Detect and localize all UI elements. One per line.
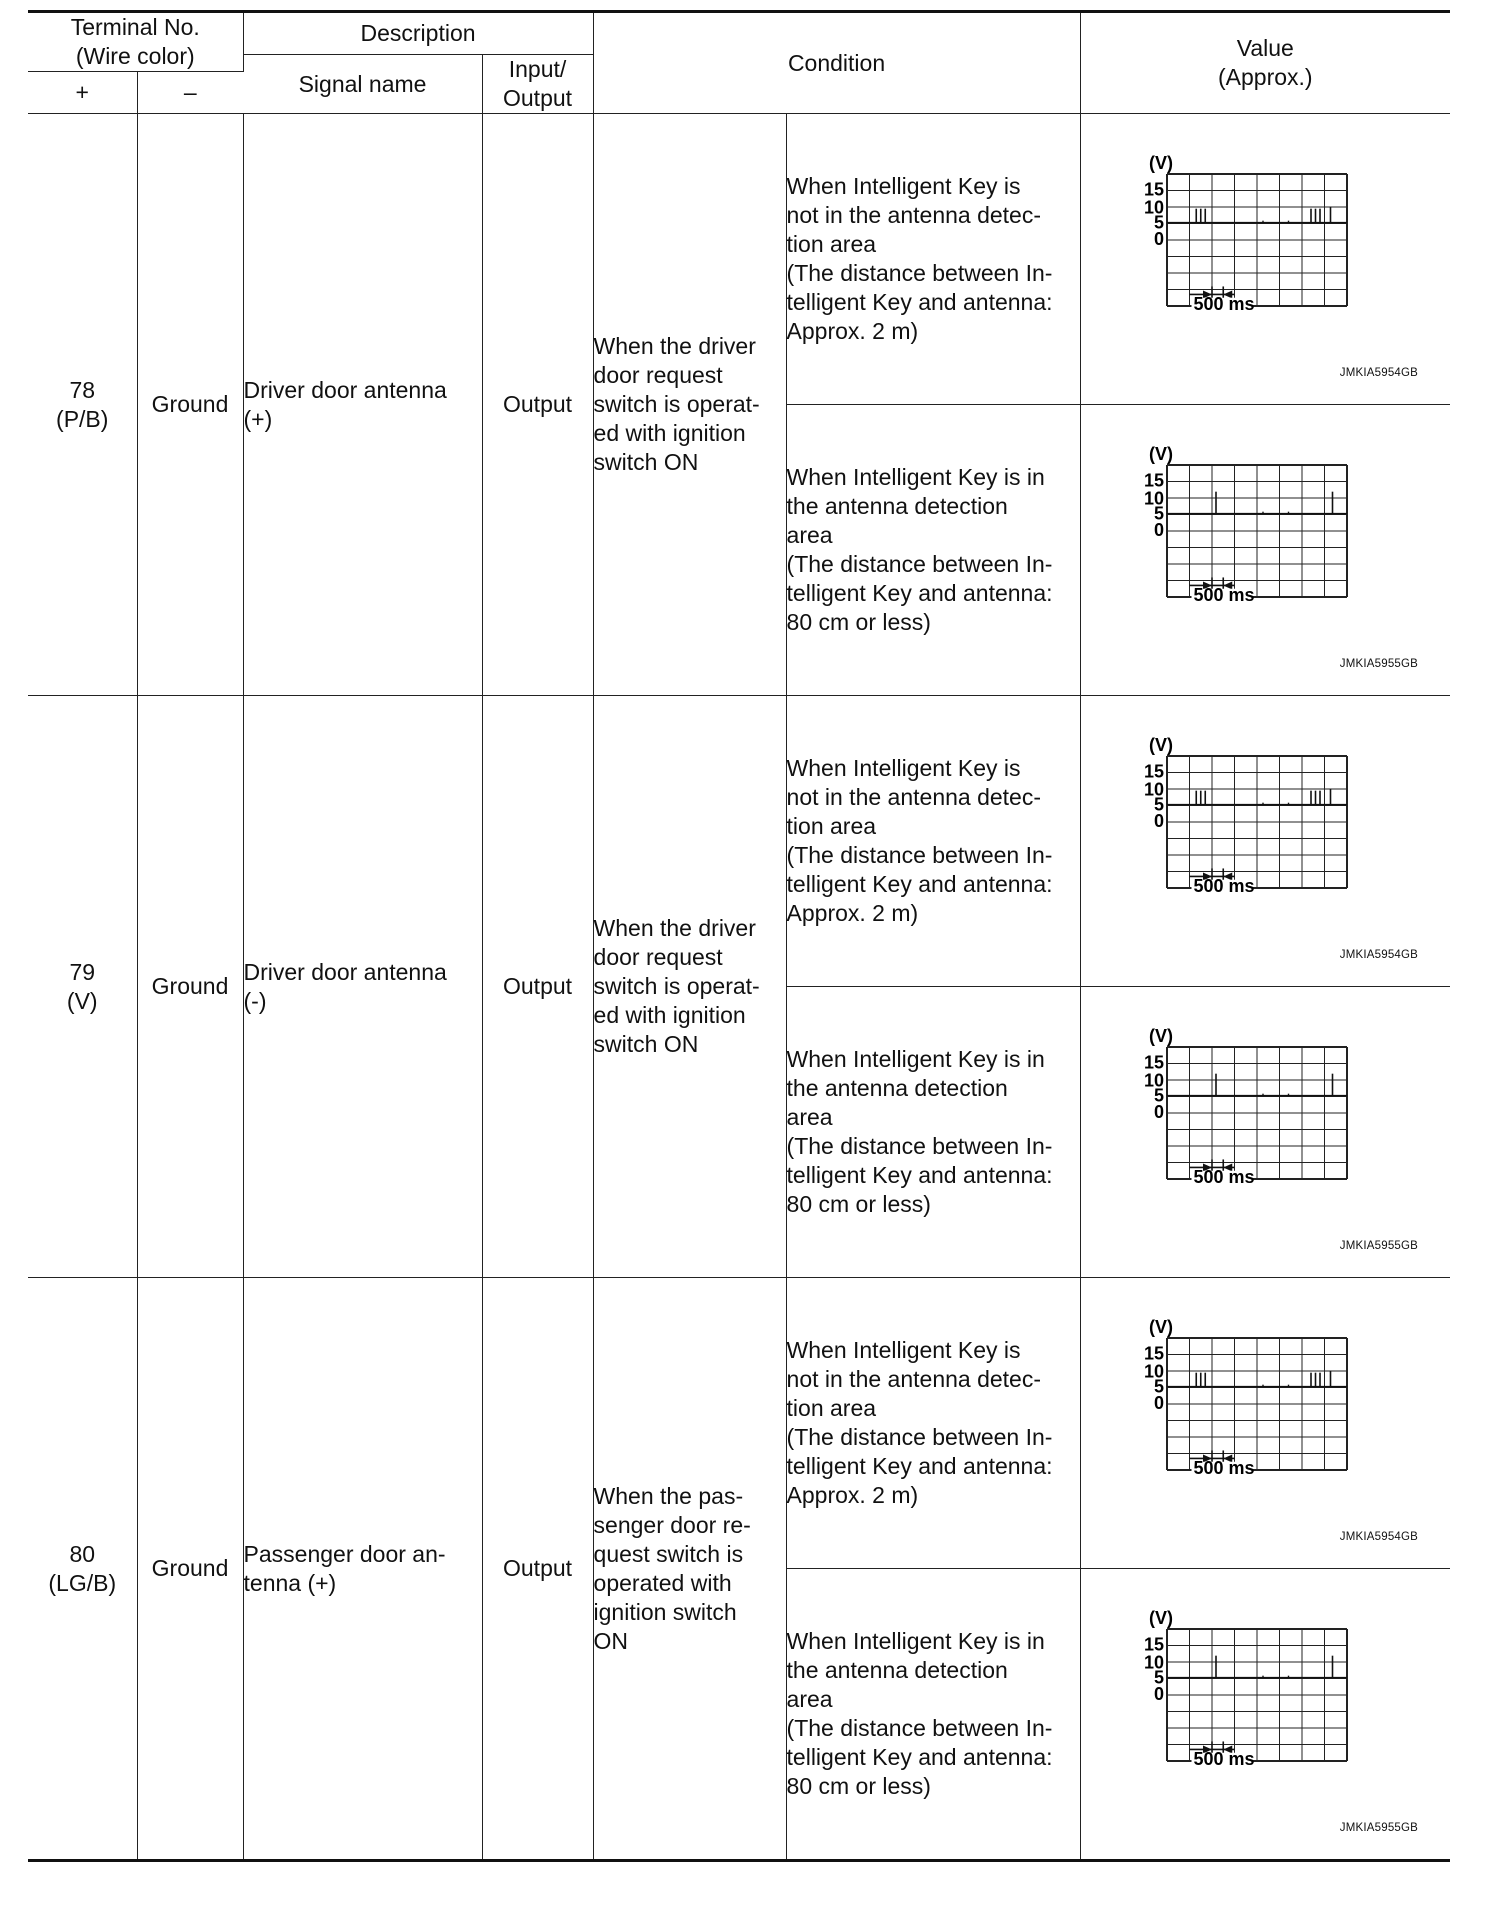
sub-condition-line: area: [786, 1686, 833, 1712]
waveform-svg: [1123, 736, 1383, 936]
main-condition-line: quest switch is: [593, 1540, 744, 1567]
ground-cell: Ground: [137, 696, 243, 1278]
terminal-row: [28, 696, 1450, 987]
sub-condition-line: 80 cm or less): [786, 609, 931, 635]
y-axis-unit: (V): [1148, 154, 1173, 173]
y-tick-label: 5: [1153, 503, 1164, 524]
waveform-cell: [1080, 696, 1450, 987]
io-cell: Output: [482, 114, 593, 696]
y-tick-label: 15: [1143, 1634, 1164, 1655]
minus-header: –: [137, 72, 243, 114]
main-condition-line: ignition switch: [593, 1598, 737, 1625]
condition-header: Condition: [593, 12, 1080, 114]
signal-name-header: Signal name: [243, 55, 482, 114]
terminal-spec-table: [28, 10, 1450, 1862]
y-tick-label: 5: [1153, 1376, 1164, 1397]
sub-condition-line: tion area: [786, 813, 877, 839]
waveform-cell: [1080, 405, 1450, 696]
sub-condition-line: not in the antenna detec-: [786, 1366, 1042, 1392]
terminal-number: 78: [69, 376, 96, 403]
terminal-number-cell: [28, 1278, 137, 1861]
time-scale-label: 500 ms: [1193, 585, 1255, 605]
sub-condition-line: When Intelligent Key is: [786, 1337, 1021, 1363]
figure-id: JMKIA5954GB: [1339, 949, 1419, 961]
figure-id: JMKIA5955GB: [1339, 1240, 1419, 1252]
y-axis-unit: (V): [1148, 445, 1173, 464]
main-condition-line: When the driver: [593, 915, 756, 941]
signal-name-line: (-): [243, 987, 267, 1014]
signal-name-cell: [243, 696, 482, 1278]
sub-condition-cell: [786, 405, 1080, 696]
sub-condition-line: area: [786, 1104, 833, 1130]
sub-condition-cell: [786, 114, 1080, 405]
terminal-number-cell: [28, 696, 137, 1278]
waveform-svg: [1123, 1318, 1383, 1518]
sub-condition-line: telligent Key and antenna:: [786, 1744, 1053, 1770]
sub-condition-line: the antenna detection: [786, 493, 1008, 519]
sub-condition-line: (The distance between In-: [786, 842, 1053, 868]
terminal-number: 80: [69, 1540, 96, 1567]
y-tick-label: 10: [1143, 197, 1164, 218]
time-scale-label: 500 ms: [1193, 1167, 1255, 1187]
main-condition-line: When the driver: [593, 333, 756, 359]
time-scale-label: 500 ms: [1193, 1749, 1255, 1769]
y-tick-label: 10: [1143, 1652, 1164, 1673]
wire-color: (P/B): [56, 405, 109, 432]
y-axis-unit: (V): [1148, 736, 1173, 755]
y-tick-label: 5: [1153, 212, 1164, 233]
waveform-svg: [1123, 1609, 1383, 1809]
y-tick-label: 0: [1153, 1392, 1164, 1413]
y-tick-label: 0: [1153, 1101, 1164, 1122]
sub-condition-line: (The distance between In-: [786, 551, 1053, 577]
sub-condition-cell: [786, 1278, 1080, 1569]
main-condition-line: switch is operat-: [593, 391, 760, 417]
io-cell: Output: [482, 1278, 593, 1861]
terminal-number: 79: [69, 958, 96, 985]
main-condition-line: ON: [593, 1627, 629, 1654]
sub-condition-line: telligent Key and antenna:: [786, 580, 1053, 606]
y-tick-label: 5: [1153, 794, 1164, 815]
y-tick-label: 5: [1153, 1085, 1164, 1106]
plus-header: +: [28, 72, 137, 114]
oscilloscope-figure: [1123, 445, 1383, 652]
y-tick-label: 5: [1153, 1667, 1164, 1688]
signal-name-line: Driver door antenna: [243, 376, 447, 403]
sub-condition-line: telligent Key and antenna:: [786, 289, 1053, 315]
y-tick-label: 0: [1153, 1683, 1164, 1704]
figure-id: JMKIA5954GB: [1339, 367, 1419, 379]
sub-condition-line: the antenna detection: [786, 1075, 1008, 1101]
wire-color: (V): [66, 987, 98, 1014]
main-condition-line: switch ON: [593, 1031, 699, 1057]
y-tick-label: 10: [1143, 1361, 1164, 1382]
sub-condition-cell: [786, 987, 1080, 1278]
sub-condition-line: When Intelligent Key is in: [786, 1046, 1045, 1072]
oscilloscope-figure: [1123, 1609, 1383, 1816]
sub-condition-line: telligent Key and antenna:: [786, 1453, 1053, 1479]
sub-condition-line: the antenna detection: [786, 1657, 1008, 1683]
main-condition-line: ed with ignition: [593, 420, 746, 446]
time-scale-label: 500 ms: [1193, 876, 1255, 896]
main-condition-line: door request: [593, 944, 723, 970]
time-scale-label: 500 ms: [1193, 1458, 1255, 1478]
sub-condition-line: tion area: [786, 231, 877, 257]
input-output-header: Input/ Output: [482, 55, 593, 114]
waveform-cell: [1080, 987, 1450, 1278]
main-condition-line: switch ON: [593, 449, 699, 475]
y-tick-label: 0: [1153, 228, 1164, 249]
sub-condition-cell: [786, 1569, 1080, 1861]
time-scale-label: 500 ms: [1193, 294, 1255, 314]
sub-condition-line: (The distance between In-: [786, 260, 1053, 286]
waveform-cell: [1080, 114, 1450, 405]
figure-id: JMKIA5955GB: [1339, 1822, 1419, 1834]
io-cell: Output: [482, 696, 593, 1278]
sub-condition-line: When Intelligent Key is in: [786, 464, 1045, 490]
sub-condition-line: Approx. 2 m): [786, 900, 919, 926]
main-condition-cell: [593, 696, 786, 1278]
sub-condition-line: (The distance between In-: [786, 1424, 1053, 1450]
main-condition-line: operated with: [593, 1569, 732, 1596]
y-tick-label: 10: [1143, 1070, 1164, 1091]
waveform-cell: [1080, 1569, 1450, 1861]
y-axis-unit: (V): [1148, 1318, 1173, 1337]
y-tick-label: 15: [1143, 761, 1164, 782]
sub-condition-line: When Intelligent Key is: [786, 173, 1021, 199]
waveform-svg: [1123, 1027, 1383, 1227]
figure-id: JMKIA5954GB: [1339, 1531, 1419, 1543]
description-header: Description: [243, 12, 593, 55]
sub-condition-line: not in the antenna detec-: [786, 202, 1042, 228]
sub-condition-line: (The distance between In-: [786, 1133, 1053, 1159]
sub-condition-line: 80 cm or less): [786, 1773, 931, 1799]
sub-condition-line: area: [786, 522, 833, 548]
waveform-svg: [1123, 445, 1383, 645]
oscilloscope-figure: [1123, 1027, 1383, 1234]
sub-condition-line: When Intelligent Key is in: [786, 1628, 1045, 1654]
sub-condition-line: Approx. 2 m): [786, 318, 919, 344]
waveform-svg: [1123, 154, 1383, 354]
y-tick-label: 10: [1143, 779, 1164, 800]
main-condition-cell: [593, 1278, 786, 1861]
y-axis-unit: (V): [1148, 1609, 1173, 1628]
signal-name-cell: [243, 114, 482, 696]
y-tick-label: 15: [1143, 179, 1164, 200]
signal-name-cell: [243, 1278, 482, 1861]
terminal-no-header: Terminal No. (Wire color): [28, 12, 243, 72]
sub-condition-line: 80 cm or less): [786, 1191, 931, 1217]
y-tick-label: 0: [1153, 810, 1164, 831]
sub-condition-line: not in the antenna detec-: [786, 784, 1042, 810]
ground-cell: Ground: [137, 1278, 243, 1861]
signal-name-line: Driver door antenna: [243, 958, 447, 985]
oscilloscope-figure: [1123, 736, 1383, 943]
signal-name-line: tenna (+): [243, 1569, 337, 1596]
sub-condition-line: tion area: [786, 1395, 877, 1421]
sub-condition-line: (The distance between In-: [786, 1715, 1053, 1741]
y-tick-label: 15: [1143, 1052, 1164, 1073]
terminal-number-cell: [28, 114, 137, 696]
signal-name-line: (+): [243, 405, 273, 432]
main-condition-line: door request: [593, 362, 723, 388]
main-condition-line: senger door re-: [593, 1511, 751, 1538]
ground-cell: Ground: [137, 114, 243, 696]
main-condition-line: ed with ignition: [593, 1002, 746, 1028]
sub-condition-cell: [786, 696, 1080, 987]
signal-name-line: Passenger door an-: [243, 1540, 446, 1567]
sub-condition-line: Approx. 2 m): [786, 1482, 919, 1508]
figure-id: JMKIA5955GB: [1339, 658, 1419, 670]
waveform-cell: [1080, 1278, 1450, 1569]
y-tick-label: 0: [1153, 519, 1164, 540]
sub-condition-line: telligent Key and antenna:: [786, 871, 1053, 897]
oscilloscope-figure: [1123, 1318, 1383, 1525]
terminal-row: [28, 114, 1450, 405]
y-tick-label: 15: [1143, 1343, 1164, 1364]
main-condition-cell: [593, 114, 786, 696]
y-tick-label: 15: [1143, 470, 1164, 491]
sub-condition-line: telligent Key and antenna:: [786, 1162, 1053, 1188]
main-condition-line: switch is operat-: [593, 973, 760, 999]
y-axis-unit: (V): [1148, 1027, 1173, 1046]
main-condition-line: When the pas-: [593, 1482, 744, 1509]
y-tick-label: 10: [1143, 488, 1164, 509]
oscilloscope-figure: [1123, 154, 1383, 361]
wire-color: (LG/B): [48, 1569, 117, 1596]
terminal-row: [28, 1278, 1450, 1569]
value-header: Value (Approx.): [1080, 12, 1450, 114]
sub-condition-line: When Intelligent Key is: [786, 755, 1021, 781]
